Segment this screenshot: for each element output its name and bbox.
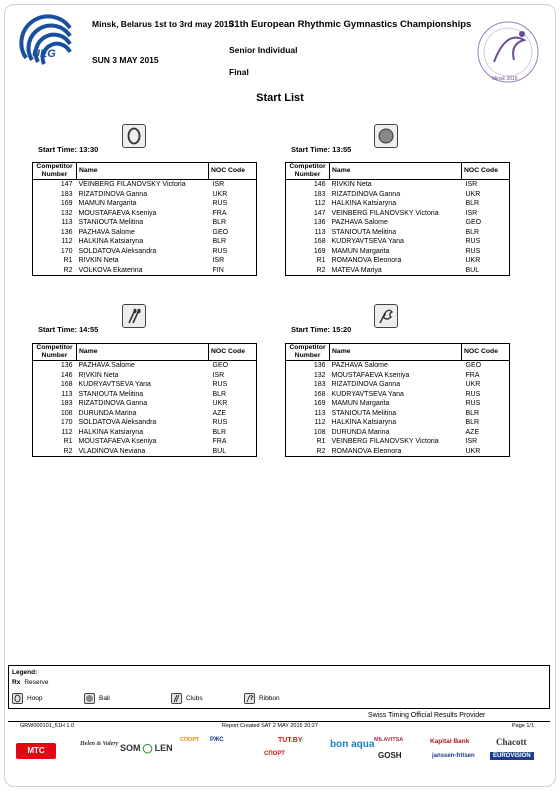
competitor-number: 168 bbox=[313, 238, 326, 245]
table-row bbox=[33, 237, 257, 247]
noc-code: FRA bbox=[465, 371, 480, 379]
legend-label: Ribbon bbox=[259, 695, 280, 703]
noc-code: UKR bbox=[465, 381, 481, 388]
table-row bbox=[286, 228, 510, 238]
competitor-name: MAMUN Margarita bbox=[331, 247, 390, 255]
legend-label: Ball bbox=[99, 695, 110, 703]
table-row bbox=[33, 371, 257, 381]
competitor-number: 113 bbox=[61, 390, 73, 398]
table-row bbox=[286, 266, 510, 276]
competitor-number: 113 bbox=[314, 409, 326, 417]
competitor-name: MATEVA Mariya bbox=[331, 266, 382, 274]
legend-item-ball bbox=[84, 693, 110, 704]
sponsor-kapital-bank-logo: Kapital Bank bbox=[430, 738, 470, 745]
sponsor-helen-valery-logo: Helen & Valery bbox=[80, 741, 119, 747]
table-row bbox=[286, 428, 510, 438]
noc-code: RUS bbox=[212, 381, 228, 388]
ueg-logo-text: UEG bbox=[32, 48, 56, 60]
competitor-name: MOUSTAFAEVA Kseniya bbox=[331, 371, 410, 379]
competitor-number: 112 bbox=[314, 419, 326, 426]
competitor-number: 136 bbox=[60, 362, 73, 369]
noc-code: ISR bbox=[212, 181, 225, 188]
page-number: Page 1/1 bbox=[512, 723, 535, 729]
col-name: Name bbox=[77, 344, 209, 361]
competitor-name: VEINBERG FILANOVSKY Victoria bbox=[331, 209, 439, 217]
competitor-name: RIVKIN Neta bbox=[78, 371, 119, 379]
competitor-number: 168 bbox=[60, 381, 73, 388]
competitor-name: MAMUN Margarita bbox=[78, 200, 137, 207]
competitor-name: PAZHAVA Salome bbox=[331, 219, 388, 226]
table-row bbox=[33, 180, 257, 190]
competitor-number: R2 bbox=[63, 266, 73, 274]
competitor-name: VLADINOVA Neviana bbox=[78, 447, 146, 455]
competitor-number: 112 bbox=[61, 238, 73, 245]
col-noc: NOC Code bbox=[462, 163, 510, 180]
noc-code: BUL bbox=[212, 447, 227, 455]
col-name: Name bbox=[330, 344, 462, 361]
ueg-logo bbox=[18, 14, 80, 74]
competitor-number: 170 bbox=[60, 247, 73, 255]
table-row bbox=[33, 399, 257, 409]
table-row bbox=[33, 361, 257, 371]
competitor-name: PAZHAVA Salome bbox=[78, 228, 135, 236]
table-row bbox=[33, 199, 257, 209]
competitor-number: 183 bbox=[313, 381, 326, 388]
clubs-icon bbox=[122, 304, 146, 328]
competitor-name: ROMANOVA Eleonora bbox=[331, 257, 402, 264]
competitor-name: STANIOUTA Melitina bbox=[331, 409, 397, 417]
start-list-table-2 bbox=[285, 162, 510, 276]
table-row bbox=[33, 228, 257, 238]
competitor-number: R2 bbox=[316, 266, 326, 274]
competitor-number: R1 bbox=[316, 257, 326, 264]
table-row bbox=[33, 428, 257, 438]
report-created: Report Created SAT 2 MAY 2015 20:27 bbox=[222, 723, 318, 729]
category-title: Senior Individual bbox=[229, 45, 298, 55]
competitor-number: 113 bbox=[61, 219, 73, 226]
noc-code: RUS bbox=[465, 247, 481, 255]
col-competitor-number: Competitor Number bbox=[286, 163, 330, 180]
noc-code: FRA bbox=[212, 209, 227, 217]
competitor-number: 169 bbox=[313, 247, 326, 255]
noc-code: AZE bbox=[465, 428, 480, 436]
legend-item-clubs bbox=[171, 693, 203, 704]
competitor-number: R1 bbox=[63, 438, 73, 445]
table-row bbox=[286, 256, 510, 266]
noc-code: BUL bbox=[465, 266, 480, 274]
competitor-number: 108 bbox=[60, 409, 73, 417]
legend-label: Hoop bbox=[27, 695, 43, 703]
table-row bbox=[286, 380, 510, 390]
competitor-name: HALKINA Katsiaryna bbox=[78, 428, 144, 436]
noc-code: BLR bbox=[465, 200, 480, 207]
competitor-number: R2 bbox=[316, 447, 326, 455]
noc-code: FIN bbox=[212, 266, 224, 274]
competitor-name: KUDRYAVTSEVA Yana bbox=[331, 238, 404, 245]
table-row bbox=[33, 256, 257, 266]
competitor-number: 136 bbox=[313, 219, 326, 226]
start-time-2: Start Time: 13:55 bbox=[291, 145, 352, 154]
col-noc: NOC Code bbox=[209, 344, 257, 361]
sponsor-eurovision-logo: EUROVISION bbox=[490, 752, 534, 760]
competitor-name: MOUSTAFAEVA Kseniya bbox=[78, 438, 157, 445]
table-row bbox=[33, 380, 257, 390]
legend-title: Legend: bbox=[12, 669, 38, 676]
legend-item-ribbon bbox=[244, 693, 280, 704]
table-row bbox=[286, 437, 510, 447]
col-noc: NOC Code bbox=[209, 163, 257, 180]
competitor-number: 146 bbox=[313, 181, 326, 188]
table-row bbox=[33, 409, 257, 419]
ribbon-icon bbox=[244, 693, 255, 704]
competitor-name: PAZHAVA Salome bbox=[331, 362, 388, 369]
competitor-number: R1 bbox=[63, 257, 73, 264]
col-competitor-number: Competitor Number bbox=[286, 344, 330, 361]
noc-code: GEO bbox=[212, 228, 229, 236]
competitor-name: RIVKIN Neta bbox=[78, 257, 119, 264]
provider-text: Swiss Timing Official Results Provider bbox=[368, 712, 486, 719]
competitor-number: 183 bbox=[60, 190, 73, 198]
table-row bbox=[286, 199, 510, 209]
legend-label: Clubs bbox=[186, 695, 203, 703]
sponsor-sport2-logo: СПОРТ bbox=[264, 751, 285, 757]
competitor-name: HALKINA Katsiaryna bbox=[331, 419, 397, 426]
noc-code: RUS bbox=[212, 419, 228, 426]
start-list-table-3 bbox=[32, 343, 257, 457]
table-row bbox=[286, 180, 510, 190]
table-row bbox=[286, 447, 510, 457]
competitor-number: 112 bbox=[314, 200, 326, 207]
competitor-number: 113 bbox=[314, 228, 326, 236]
table-row bbox=[33, 418, 257, 428]
location-dates: Minsk, Belarus 1st to 3rd may 2015 bbox=[92, 19, 234, 29]
table-row bbox=[33, 447, 257, 457]
competitor-name: ROMANOVA Eleonora bbox=[331, 447, 402, 455]
noc-code: RUS bbox=[465, 400, 481, 407]
legend-reserve bbox=[12, 679, 49, 686]
sponsor-bonaqua-logo: bon aqua bbox=[330, 739, 375, 750]
legend-item-hoop bbox=[12, 693, 43, 704]
start-time-3: Start Time: 14:55 bbox=[38, 325, 99, 334]
event-logo-text: Minsk 2015 bbox=[492, 76, 518, 82]
noc-code: ISR bbox=[465, 181, 478, 188]
noc-code: GEO bbox=[465, 362, 482, 369]
competitor-name: PAZHAVA Salome bbox=[78, 362, 135, 369]
competitor-name: VEINBERG FILANOVSKY Victoria bbox=[331, 438, 439, 445]
competitor-name: STANIOUTA Melitina bbox=[78, 219, 144, 226]
start-time-4: Start Time: 15:20 bbox=[291, 325, 352, 334]
legend-box bbox=[8, 665, 550, 709]
competitor-name: HALKINA Katsiaryna bbox=[78, 238, 144, 245]
competitor-name: KUDRYAVTSEVA Yana bbox=[331, 390, 404, 398]
noc-code: ISR bbox=[465, 438, 478, 445]
competitor-number: 132 bbox=[60, 209, 73, 217]
noc-code: BLR bbox=[465, 409, 480, 417]
competitor-name: STANIOUTA Melitina bbox=[78, 390, 144, 398]
sponsor-chacott-logo: Chacott bbox=[496, 737, 527, 747]
competitor-name: SOLDATOVA Aleksandra bbox=[78, 419, 157, 426]
table-row bbox=[286, 390, 510, 400]
start-time-1: Start Time: 13:30 bbox=[38, 145, 99, 154]
sponsor-rzhs-logo: РЖС bbox=[210, 737, 224, 743]
table-row bbox=[286, 209, 510, 219]
hoop-icon bbox=[12, 693, 23, 704]
competitor-number: 170 bbox=[60, 419, 73, 426]
noc-code: UKR bbox=[212, 400, 228, 407]
competitor-number: R2 bbox=[63, 447, 73, 455]
competition-date: SUN 3 MAY 2015 bbox=[92, 55, 159, 65]
competitor-number: 136 bbox=[60, 228, 73, 236]
competitor-name: DURUNDA Marina bbox=[331, 428, 390, 436]
competitor-name: RIVKIN Neta bbox=[331, 181, 372, 188]
competitor-number: 147 bbox=[60, 181, 73, 188]
competitor-name: KUDRYAVTSEVA Yana bbox=[78, 381, 151, 388]
phase-title: Final bbox=[229, 67, 249, 77]
competitor-number: 108 bbox=[313, 428, 326, 436]
competitor-number: 169 bbox=[60, 200, 73, 207]
competitor-name: RIZATDINOVA Ganna bbox=[78, 190, 148, 198]
competitor-number: 183 bbox=[313, 190, 326, 198]
noc-code: ISR bbox=[212, 257, 225, 264]
noc-code: UKR bbox=[465, 190, 481, 198]
table-row bbox=[286, 409, 510, 419]
noc-code: BLR bbox=[465, 228, 480, 236]
col-competitor-number: Competitor Number bbox=[33, 163, 77, 180]
competitor-number: 112 bbox=[61, 428, 73, 436]
start-list-table-4 bbox=[285, 343, 510, 457]
competitor-number: 169 bbox=[313, 400, 326, 407]
competitor-number: 146 bbox=[60, 371, 73, 379]
noc-code: UKR bbox=[465, 447, 481, 455]
table-row bbox=[33, 190, 257, 200]
competitor-number: 168 bbox=[313, 390, 326, 398]
noc-code: GEO bbox=[465, 219, 482, 226]
ribbon-icon bbox=[374, 304, 398, 328]
col-name: Name bbox=[77, 163, 209, 180]
sponsor-somlen-logo: SOM ◯ LEN bbox=[120, 743, 173, 753]
table-row bbox=[286, 190, 510, 200]
noc-code: BLR bbox=[465, 419, 480, 426]
legend-reserve-label: Reserve bbox=[24, 679, 49, 686]
noc-code: FRA bbox=[212, 438, 227, 445]
competitor-name: RIZATDINOVA Ganna bbox=[331, 381, 401, 388]
competitor-name: DURUNDA Marina bbox=[78, 409, 137, 417]
table-row bbox=[33, 266, 257, 276]
event-logo bbox=[470, 10, 546, 90]
table-row bbox=[33, 218, 257, 228]
sponsor-sport-logo: СПОРТ bbox=[180, 737, 200, 743]
table-row bbox=[33, 209, 257, 219]
legend-reserve-code: Rx bbox=[12, 679, 21, 686]
table-row bbox=[286, 218, 510, 228]
hoop-icon bbox=[122, 124, 146, 148]
competitor-name: HALKINA Katsiaryna bbox=[331, 200, 397, 207]
sponsor-janssen-fritsen-logo: janssen-fritsen bbox=[432, 753, 475, 759]
competitor-name: VOLKOVA Ekaterina bbox=[78, 266, 143, 274]
championship-title: 31th European Rhythmic Gymnastics Championships bbox=[229, 19, 472, 30]
competitor-number: 183 bbox=[60, 400, 73, 407]
table-row bbox=[286, 418, 510, 428]
noc-code: UKR bbox=[465, 257, 481, 264]
ball-icon bbox=[374, 124, 398, 148]
table-row bbox=[286, 361, 510, 371]
table-row bbox=[33, 437, 257, 447]
table-row bbox=[286, 247, 510, 257]
noc-code: BLR bbox=[212, 238, 227, 245]
competitor-name: VEINBERG FILANOVSKY Victoria bbox=[78, 181, 186, 188]
start-list-table-1 bbox=[32, 162, 257, 276]
competitor-name: SOLDATOVA Aleksandra bbox=[78, 247, 157, 255]
sponsor-mts-logo: МТС bbox=[16, 743, 56, 759]
sponsor-tutby-logo: TUT.BY bbox=[278, 737, 303, 744]
table-row bbox=[33, 247, 257, 257]
col-noc: NOC Code bbox=[462, 344, 510, 361]
competitor-number: 132 bbox=[313, 371, 326, 379]
table-row bbox=[286, 399, 510, 409]
noc-code: UKR bbox=[212, 190, 228, 198]
ball-icon bbox=[84, 693, 95, 704]
competitor-number: 147 bbox=[313, 209, 326, 217]
sponsor-gosh-logo: GOSH bbox=[378, 751, 402, 760]
table-row bbox=[33, 390, 257, 400]
competitor-name: RIZATDINOVA Ganna bbox=[331, 190, 401, 198]
competitor-name: RIZATDINOVA Ganna bbox=[78, 400, 148, 407]
noc-code: BLR bbox=[212, 219, 227, 226]
footer-rule bbox=[8, 721, 550, 722]
page-title: Start List bbox=[256, 92, 304, 104]
noc-code: BLR bbox=[212, 390, 227, 398]
competitor-number: R1 bbox=[316, 438, 326, 445]
noc-code: RUS bbox=[212, 200, 228, 207]
noc-code: AZE bbox=[212, 409, 227, 417]
col-name: Name bbox=[330, 163, 462, 180]
table-row bbox=[286, 371, 510, 381]
noc-code: RUS bbox=[465, 390, 481, 398]
sponsor-milavitsa-logo: MILAVITSA bbox=[374, 737, 404, 743]
competitor-name: MOUSTAFAEVA Kseniya bbox=[78, 209, 157, 217]
col-competitor-number: Competitor Number bbox=[33, 344, 77, 361]
competitor-number: 136 bbox=[313, 362, 326, 369]
noc-code: RUS bbox=[212, 247, 228, 255]
doc-code: GRW000101_51H 1.0 bbox=[20, 723, 75, 729]
noc-code: ISR bbox=[212, 371, 225, 379]
noc-code: RUS bbox=[465, 238, 481, 245]
competitor-name: STANIOUTA Melitina bbox=[331, 228, 397, 236]
table-row bbox=[286, 237, 510, 247]
noc-code: GEO bbox=[212, 362, 229, 369]
noc-code: BLR bbox=[212, 428, 227, 436]
clubs-icon bbox=[171, 693, 182, 704]
noc-code: ISR bbox=[465, 209, 478, 217]
sponsor-strip bbox=[8, 735, 550, 775]
competitor-name: MAMUN Margarita bbox=[331, 400, 390, 407]
